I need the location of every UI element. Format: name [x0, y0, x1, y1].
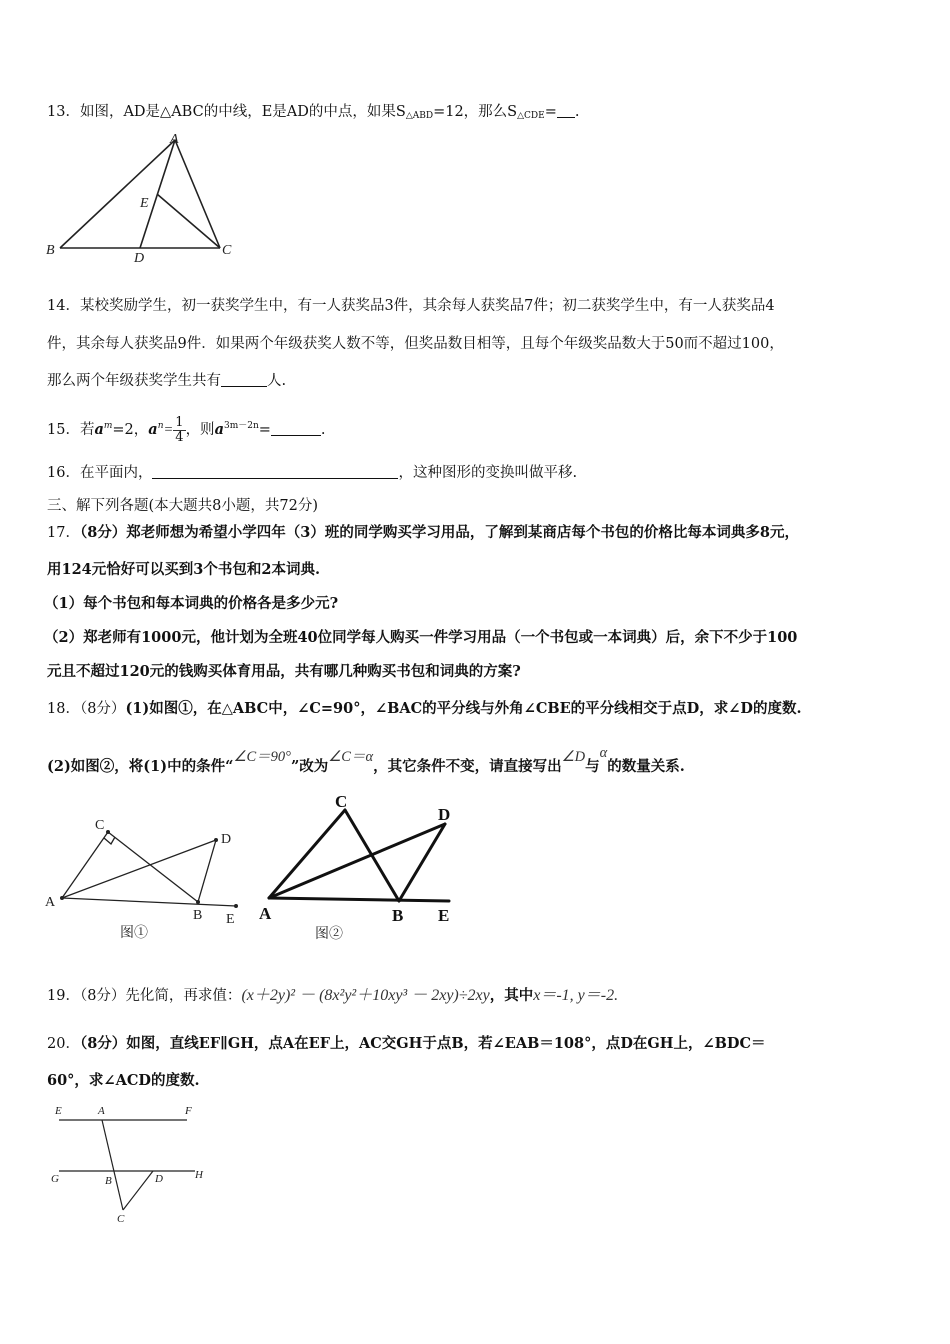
answer-blank — [152, 464, 398, 479]
segment-cd — [123, 1171, 153, 1210]
segment-ec — [157, 194, 220, 248]
segment-db — [198, 840, 216, 902]
label-e: E — [55, 1105, 62, 1117]
label-e: E — [140, 196, 149, 211]
segment-ac — [102, 1120, 123, 1210]
q18-line1: 18．（8分）(1)如图①，在△ABC中，∠C=90°，∠BAC的平分线与外角∠CBE的平分线相交于点D，求∠D的度数. — [47, 700, 802, 717]
q20-line1: 20．（8分）如图，直线EF∥GH，点A在EF上，AC交GH于点B，若∠EAB＝108°，点D在GH上，∠BDC＝ — [47, 1035, 766, 1052]
segment-ae — [62, 898, 236, 906]
label-d: D — [155, 1173, 163, 1185]
q19-expression: (x＋2y)² － (8x²y²＋10xy³ － 2xy)÷2xy — [241, 987, 490, 1004]
answer-blank — [221, 372, 267, 387]
q15-text: 15．若$a^m=2$，$a^n=$ $\frac{1}{4}$ ，则$a^{3m-2n}=$ . — [47, 414, 326, 445]
label-c: C — [117, 1213, 125, 1225]
label-f: F — [185, 1105, 192, 1117]
segment-ac — [175, 140, 220, 248]
label-e: E — [226, 912, 235, 927]
q18-line2: (2)如图②，将(1)中的条件“∠C＝90°”改为∠C＝α，其它条件不变，请直接写出∠D与α的数量关系. — [47, 745, 685, 775]
segment-cb — [108, 832, 198, 902]
segment-ac — [62, 832, 108, 898]
answer-blank — [271, 421, 321, 436]
label-g: G — [51, 1173, 59, 1185]
fraction-one-quarter: $\frac{1}{4}$ — [175, 414, 184, 445]
label-b: B — [193, 908, 203, 923]
q14-line3: 那么两个年级获奖学生共有 人. — [47, 373, 287, 389]
q13-number: 13． — [47, 104, 80, 120]
label-b: B — [105, 1175, 112, 1187]
q18-figure-2 — [255, 788, 465, 948]
label-d: D — [438, 805, 451, 824]
segment-ad — [62, 840, 216, 898]
label-a: A — [259, 904, 272, 923]
label-c: C — [335, 792, 348, 811]
label-a: A — [45, 895, 56, 910]
q13-triangle-figure — [40, 130, 240, 270]
label-a: A — [170, 132, 179, 147]
label-d: D — [134, 251, 145, 266]
label-b: B — [46, 243, 55, 258]
section-3-heading: 三、解下列各题(本大题共8小题，共72分) — [47, 498, 318, 514]
right-angle-mark — [104, 837, 115, 844]
label-d: D — [221, 832, 232, 847]
caption-fig1: 图① — [120, 926, 148, 941]
segment-ac — [269, 810, 345, 898]
q17-line2: 用124元恰好可以买到3个书包和2本词典. — [47, 561, 320, 578]
q20-figure — [45, 1100, 225, 1230]
q14-line2: 件，其余每人获奖品9件．如果两个年级获奖人数不等，但奖品数目相等，且每个年级奖品数大于50而不超过100， — [47, 336, 784, 352]
q13-text: 13．如图，AD是△ABC的中线，E是AD的中点，如果$S_{\triangle ABD}=12$，那么$S_{\triangle CDE}=$ . — [47, 104, 580, 121]
q17-line1: 17．（8分）郑老师想为希望小学四年（3）班的同学购买学习用品，了解到某商店每个书包的价格比每本词典多8元， — [47, 524, 799, 541]
label-c: C — [95, 818, 105, 833]
q14-line1: 14．某校奖励学生，初一获奖学生中，有一人获奖品3件，其余每人获奖品7件；初二获奖学生中，有一人获奖品4 — [47, 298, 775, 314]
label-e: E — [438, 906, 450, 925]
q17-part2-line2: 元且不超过120元的钱购买体育用品，共有哪几种购买书包和词典的方案? — [47, 663, 521, 680]
caption-fig2: 图② — [315, 927, 343, 942]
q17-part2-line1: （2）郑老师有1000元，他计划为全班40位同学每人购买一件学习用品（一个书包或一本词典）后，余下不少于100 — [44, 629, 798, 646]
label-c: C — [222, 243, 232, 258]
segment-ae — [269, 898, 449, 901]
label-h: H — [195, 1169, 203, 1181]
segment-db — [399, 824, 445, 901]
q20-line2: 60°，求∠ACD的度数. — [47, 1072, 200, 1089]
q18-figure-1 — [40, 810, 250, 950]
q17-part1: （1）每个书包和每本词典的价格各是多少元? — [44, 595, 339, 612]
answer-blank — [557, 103, 575, 118]
segment-ad — [269, 824, 445, 898]
label-a: A — [98, 1105, 105, 1117]
q19-text: 19．（8分）先化简，再求值：(x＋2y)² － (8x²y²＋10xy³ － 2xy)÷2xy，其中x＝-1, y＝-2. — [47, 987, 619, 1004]
label-b: B — [392, 906, 404, 925]
q16-text: 16．在平面内， ，这种图形的变换叫做平移. — [47, 465, 578, 481]
